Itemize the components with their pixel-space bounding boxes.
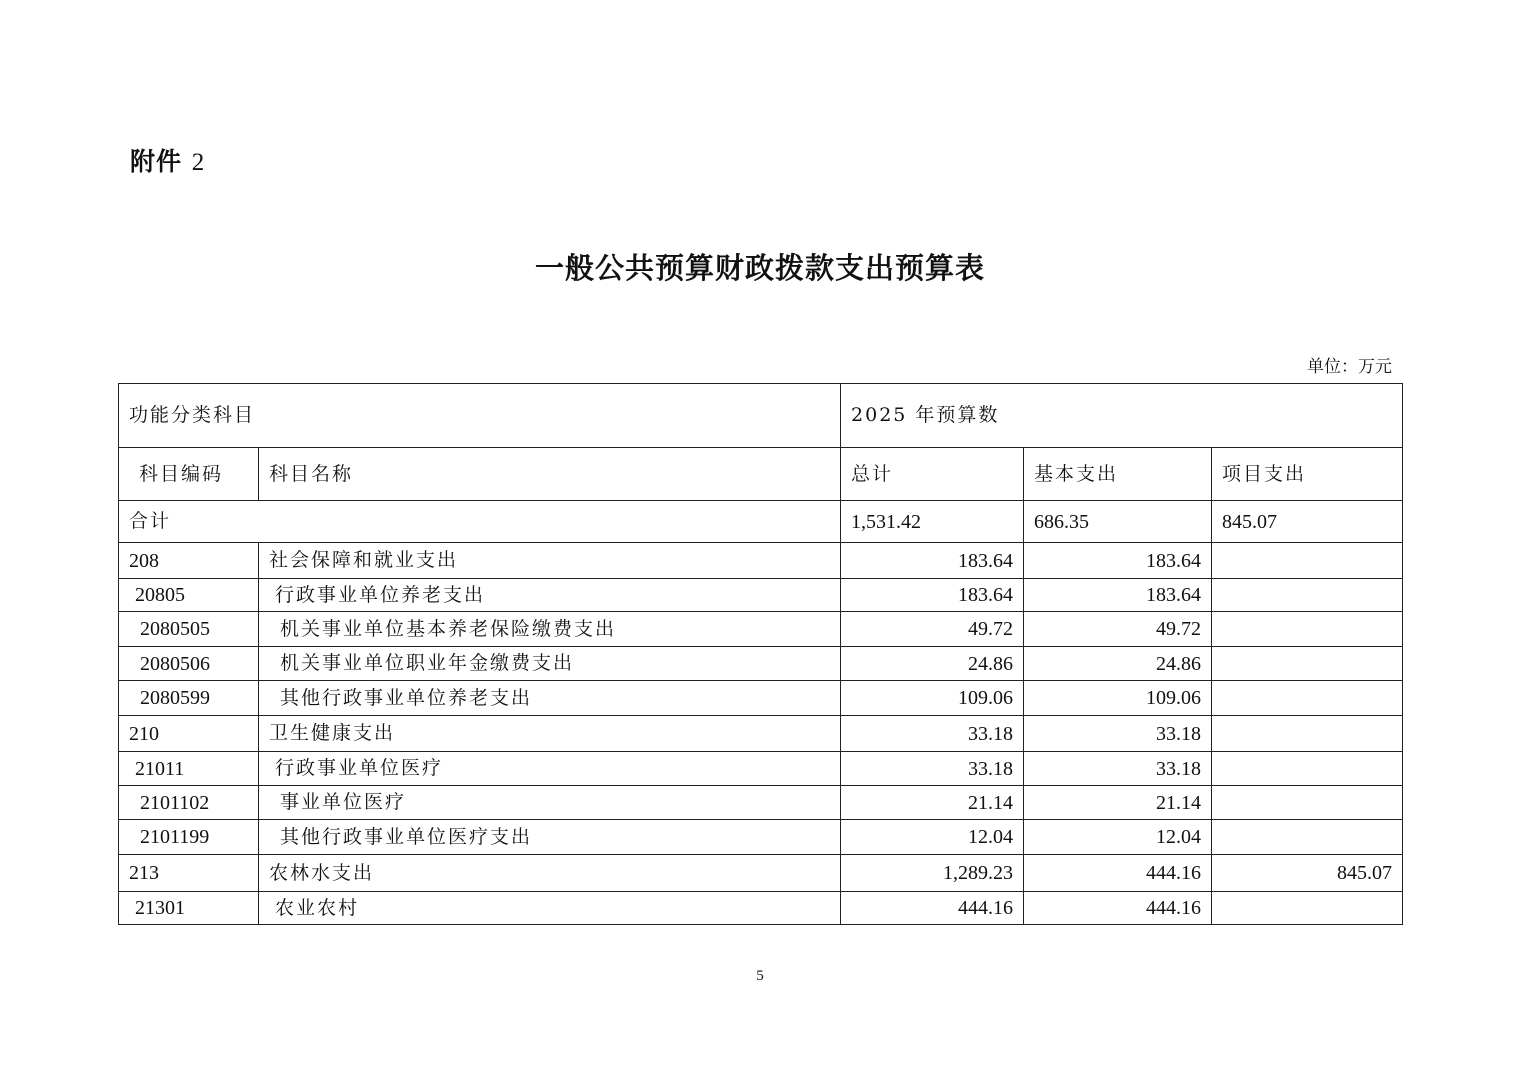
total-row-label: 合计 [119,501,841,543]
row-basic: 49.72 [1024,612,1212,647]
table-row [119,579,1403,612]
group-header-row [119,384,1403,448]
page-number: 5 [756,968,764,984]
row-basic: 12.04 [1024,820,1212,855]
row-total: 183.64 [841,543,1024,579]
row-basic: 33.18 [1024,752,1212,786]
table-row [119,681,1403,716]
row-total: 183.64 [841,579,1024,612]
table-row [119,647,1403,681]
row-name: 其他行政事业单位医疗支出 [259,820,841,855]
column-header-total: 总计 [841,448,1024,501]
row-total: 24.86 [841,647,1024,681]
attachment-label [130,142,205,178]
column-header-code: 科目编码 [119,448,259,501]
row-basic: 33.18 [1024,716,1212,752]
column-header-name: 科目名称 [259,448,841,501]
column-header-basic: 基本支出 [1024,448,1212,501]
row-basic: 444.16 [1024,892,1212,925]
row-total: 21.14 [841,786,1024,820]
row-total: 1,289.23 [841,855,1024,892]
unit-label: 单位：万元 [1307,357,1392,377]
row-project [1212,892,1403,925]
row-code: 21301 [119,892,259,925]
row-project: 845.07 [1212,855,1403,892]
table-row [119,612,1403,647]
row-basic: 183.64 [1024,543,1212,579]
row-name: 机关事业单位基本养老保险缴费支出 [259,612,841,647]
row-code: 2080599 [119,681,259,716]
row-name: 农林水支出 [259,855,841,892]
table-row [119,752,1403,786]
row-name: 机关事业单位职业年金缴费支出 [259,647,841,681]
column-header-row [119,448,1403,501]
row-project [1212,786,1403,820]
table-row [119,716,1403,752]
row-name: 社会保障和就业支出 [259,543,841,579]
row-name: 农业农村 [259,892,841,925]
attachment-label-text: 附件 [130,147,183,176]
row-code: 213 [119,855,259,892]
attachment-number: 2 [191,149,206,176]
row-code: 2101102 [119,786,259,820]
table-row [119,543,1403,579]
row-project [1212,579,1403,612]
row-code: 2080506 [119,647,259,681]
row-code: 21011 [119,752,259,786]
row-name: 卫生健康支出 [259,716,841,752]
row-total: 444.16 [841,892,1024,925]
total-row-project: 845.07 [1212,501,1403,543]
row-name: 事业单位医疗 [259,786,841,820]
row-code: 2080505 [119,612,259,647]
row-project [1212,716,1403,752]
row-total: 49.72 [841,612,1024,647]
row-name: 其他行政事业单位养老支出 [259,681,841,716]
row-code: 20805 [119,579,259,612]
budget-table [118,383,1403,925]
row-code: 208 [119,543,259,579]
row-project [1212,543,1403,579]
row-code: 2101199 [119,820,259,855]
total-row [119,501,1403,543]
row-total: 33.18 [841,752,1024,786]
row-basic: 21.14 [1024,786,1212,820]
row-code: 210 [119,716,259,752]
table-row [119,786,1403,820]
row-basic: 24.86 [1024,647,1212,681]
row-basic: 444.16 [1024,855,1212,892]
table-row [119,820,1403,855]
row-name: 行政事业单位养老支出 [259,579,841,612]
row-basic: 183.64 [1024,579,1212,612]
column-header-project: 项目支出 [1212,448,1403,501]
page-title: 一般公共预算财政拨款支出预算表 [534,251,985,285]
total-row-basic: 686.35 [1024,501,1212,543]
row-project [1212,612,1403,647]
row-name: 行政事业单位医疗 [259,752,841,786]
row-total: 109.06 [841,681,1024,716]
total-row-total: 1,531.42 [841,501,1024,543]
table-row [119,892,1403,925]
row-total: 33.18 [841,716,1024,752]
table-row [119,855,1403,892]
row-basic: 109.06 [1024,681,1212,716]
row-project [1212,820,1403,855]
row-project [1212,647,1403,681]
row-project [1212,752,1403,786]
row-project [1212,681,1403,716]
group-header-left: 功能分类科目 [119,384,841,448]
group-header-right: 2025 年预算数 [841,384,1403,448]
row-total: 12.04 [841,820,1024,855]
